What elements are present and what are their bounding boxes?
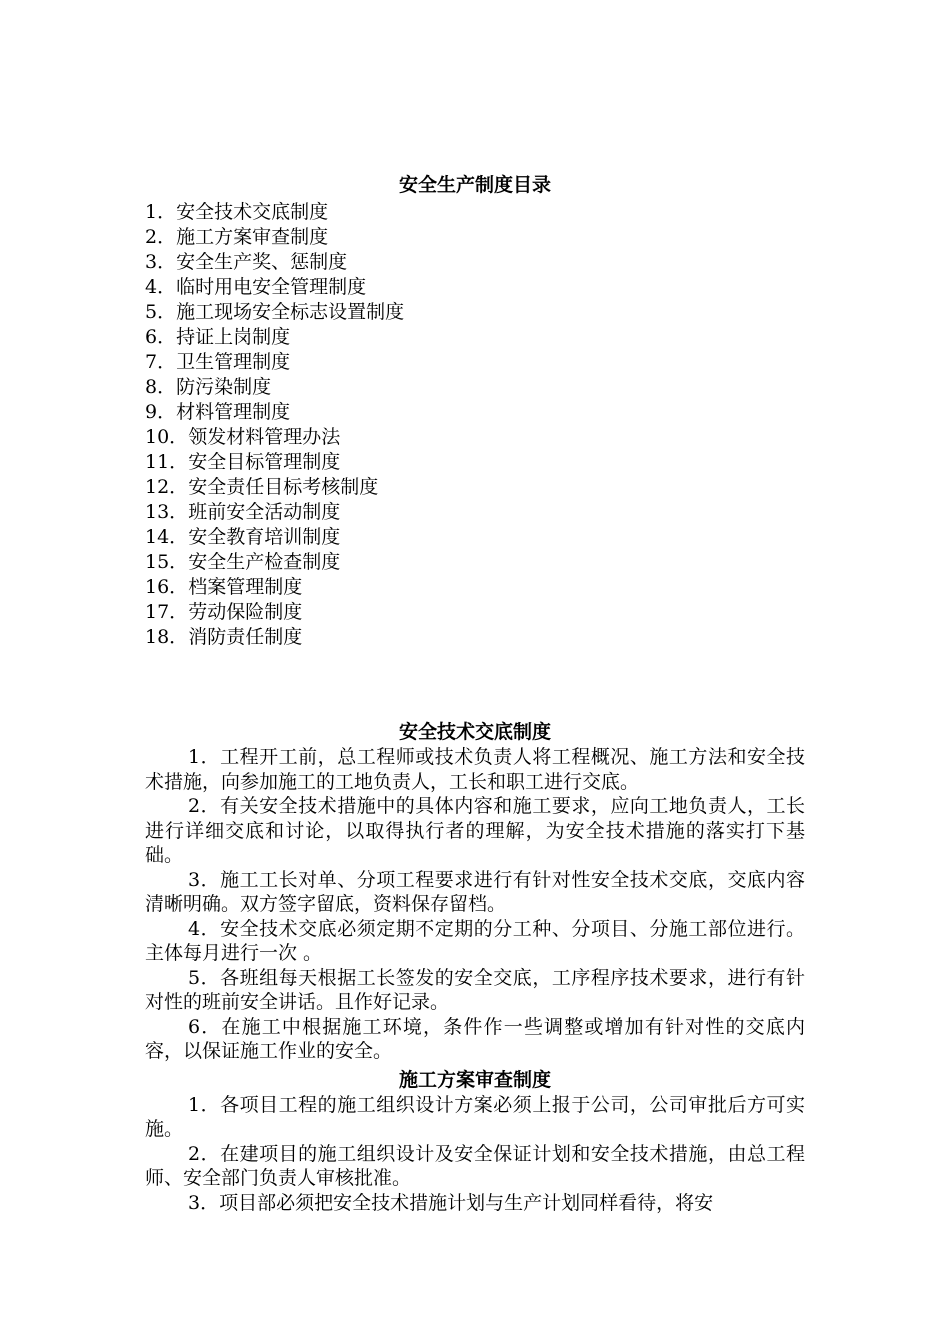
toc-item-4 [145,275,805,300]
toc-item-number: 2． [145,226,177,248]
paragraph: 6．在施工中根据施工环境，条件作一些调整或增加有针对性的交底内容，以保证施工作业的安全。 [145,1015,805,1062]
toc-item-number: 10． [145,426,189,448]
toc-item-label: 安全责任目标考核制度 [188,476,379,498]
toc-item-14 [145,525,805,550]
toc-item-3 [145,250,805,275]
toc-item-number: 12． [145,476,189,498]
toc-item-number: 17． [145,601,189,623]
paragraph: 1．工程开工前，总工程师或技术负责人将工程概况、施工方法和安全技术措施，向参加施工的工地负责人，工长和职工进行交底。 [145,746,805,793]
toc-item-10 [145,425,805,450]
toc-item-5 [145,300,805,325]
toc-item-label: 防污染制度 [176,376,272,398]
toc-item-number: 16． [145,576,189,598]
toc-item-number: 13． [145,501,189,523]
section-title-plan-review: 施工方案审查制度 [398,1068,551,1091]
toc-item-label: 临时用电安全管理制度 [176,276,367,298]
toc-list [145,200,805,650]
toc-item-number: 8． [145,376,177,398]
paragraph: 5．各班组每天根据工长签发的安全交底，工序程序技术要求，进行有针对性的班前安全讲话。且作好记录。 [145,966,805,1013]
toc-item-label: 持证上岗制度 [176,326,291,348]
toc-item-2 [145,225,805,250]
toc-item-number: 4． [145,276,177,298]
toc-title: 安全生产制度目录 [398,174,551,196]
toc-item-label: 档案管理制度 [188,576,303,598]
toc-item-18 [145,625,805,650]
toc-item-number: 11． [145,451,189,473]
toc-item-number: 6． [145,326,177,348]
toc-item-label: 安全目标管理制度 [188,451,341,473]
toc-item-label: 安全技术交底制度 [176,201,329,223]
paragraph: 3．施工工长对单、分项工程要求进行有针对性安全技术交底，交底内容清晰明确。双方签字留底，资料保存留档。 [145,868,805,915]
safety-tech-disclosure-section [145,719,805,1215]
toc-item-label: 施工方案审查制度 [176,226,329,248]
toc-item-number: 14． [145,526,189,548]
toc-item-number: 5． [145,301,177,323]
toc-item-number: 18． [145,626,189,648]
toc-item-label: 劳动保险制度 [188,601,303,623]
paragraph: 1．各项目工程的施工组织设计方案必须上报于公司，公司审批后方可实施。 [145,1093,805,1140]
toc-item-number: 7． [145,351,177,373]
toc-item-label: 施工现场安全标志设置制度 [176,301,405,323]
paragraph: 2．在建项目的施工组织设计及安全保证计划和安全技术措施，由总工程师、安全部门负责人审核批准。 [145,1142,805,1189]
paragraph: 3．项目部必须把安全技术措施计划与生产计划同样看待，将安 [188,1191,714,1214]
toc-item-number: 3． [145,251,177,273]
paragraph: 2．有关安全技术措施中的具体内容和施工要求，应向工地负责人，工长进行详细交底和讨论，以取得执行者的理解，为安全技术措施的落实打下基础。 [145,795,805,866]
toc-item-number: 15． [145,551,189,573]
section-title-tech-disclosure: 安全技术交底制度 [398,721,551,743]
toc-item-label: 领发材料管理办法 [188,426,341,448]
toc-item-6 [145,325,805,350]
toc-item-13 [145,500,805,525]
toc-item-label: 班前安全活动制度 [188,501,341,523]
toc-item-label: 卫生管理制度 [176,351,291,373]
paragraph: 4．安全技术交底必须定期不定期的分工种、分项目、分施工部位进行。主体每月进行一次 。 [145,917,805,964]
toc-item-label: 材料管理制度 [176,401,291,423]
toc-item-number: 1． [145,201,177,223]
toc-item-11 [145,450,805,475]
toc-item-1 [145,200,805,225]
toc-item-label: 消防责任制度 [188,626,303,648]
toc-item-number: 9． [145,401,177,423]
toc-item-15 [145,550,805,575]
toc-item-7 [145,350,805,375]
toc-item-label: 安全生产奖、惩制度 [176,251,348,273]
toc-section [145,172,805,650]
toc-item-16 [145,575,805,600]
toc-item-12 [145,475,805,500]
toc-item-label: 安全生产检查制度 [188,551,341,573]
toc-item-label: 安全教育培训制度 [188,526,341,548]
toc-item-9 [145,400,805,425]
toc-item-17 [145,600,805,625]
toc-item-8 [145,375,805,400]
